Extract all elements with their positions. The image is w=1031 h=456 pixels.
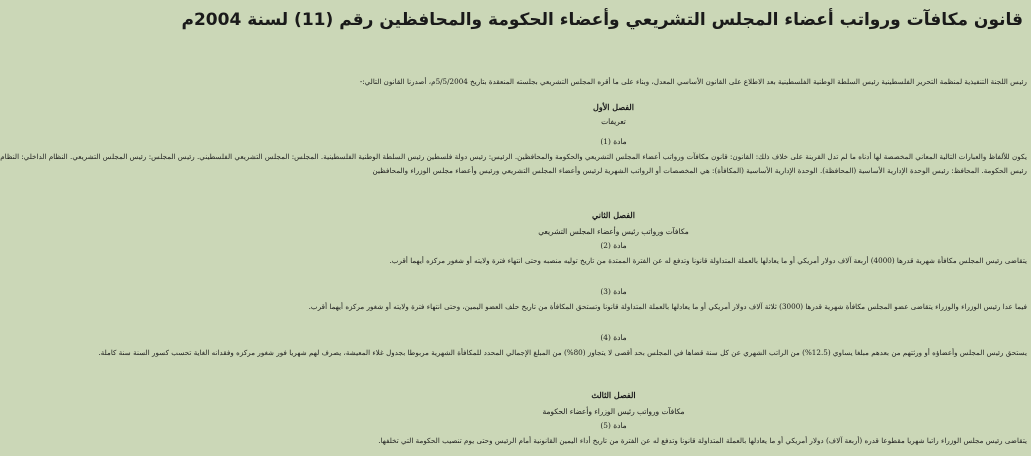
article1-text-line1: يكون للألفاظ والعبارات التالية المعاني المخصصة لها أدناه ما لم تدل القرينة على خلاف ذلك: القانون: قانون مكافآت ورواتب أعضاء المجلس التشريعي والحكومة والمحافظين. الرئيس: رئيس دولة فلسطين رئيس السلطة الوطنية الفلسطينية. المجلس: المجلس التشريعي الفلسطيني. رئيس المجلس: رئيس المجلس التشريعي. النظام الداخلي: النظام [0, 152, 1027, 161]
article1-label: مادة (1) [600, 137, 627, 146]
article1-text-line2: رئيس الحكومة. المحافظ: رئيس الوحدة الإدارية الأساسية (المحافظة). الوحدة الإدارية الأساسية (المكافأة): هي المخصصات أو الرواتب الشهرية لرئيس وأعضاء المجلس التشريعي ورئيس وأعضاء مجلس الوزراء والمحافظين [372, 166, 1027, 175]
article3-text: فيما عدا رئيس الوزراء والوزراء يتقاضى عضو المجلس مكافأة شهرية قدرها (3000) ثلاثة آلاف دولار أمريكي أو ما يعادلها بالعملة المتداولة قانونا وتستحق المكافأة من تاريخ حلف العضو اليمين، وحتى انتهاء فترة ولايته أو شغور مركزه أيهما أقرب. [308, 302, 1027, 311]
article5-label: مادة (5) [600, 421, 627, 430]
chapter1-subheading: تعريفات [601, 117, 626, 126]
preamble-text: رئيس اللجنة التنفيذية لمنظمة التحرير الفلسطينية رئيس السلطة الوطنية الفلسطينية بعد الاطلاع على القانون الأساسي المعدل، وبناء على ما أقره المجلس التشريعي بجلسته المنعقدة بتاريخ 5/5/2004م، أصدرنا القانون التالي:- [359, 77, 1027, 86]
article4-label: مادة (4) [600, 333, 627, 342]
article4-text: يستحق رئيس المجلس وأعضاؤه أو ورثتهم من بعدهم مبلغا يساوي (12.5%) من الراتب الشهري عن كل سنة قضاها في المجلس بحد أقصى لا يتجاوز (80%) من المبلغ الإجمالي المحدد للمكافأة الشهرية مربوطا بجدول غلاء المعيشة، يصرف لهم شهريا فور شغور مركزه وفقدانه الغاية تحسب كسور السنة سنة كاملة. [98, 348, 1027, 357]
chapter2-heading: الفصل الثاني [592, 210, 635, 220]
article2-text: يتقاضى رئيس المجلس مكافأة شهرية قدرها (4000) أربعة آلاف دولار أمريكي أو ما يعادلها بالعملة المتداولة قانونا وتدفع له عن الفترة الممتدة من تاريخ توليه منصبه وحتى انتهاء فترة ولايته أو شغور مركزه أيهما أقرب. [389, 256, 1027, 265]
page-title: قانون مكافآت ورواتب أعضاء المجلس التشريعي وأعضاء الحكومة والمحافظين رقم (11) لسنة 2004م [181, 10, 1023, 30]
article2-label: مادة (2) [600, 241, 627, 250]
chapter3-subheading: مكافآت ورواتب رئيس الوزراء وأعضاء الحكومة [542, 407, 685, 416]
chapter2-subheading: مكافآت ورواتب رئيس وأعضاء المجلس التشريعي [538, 227, 689, 236]
chapter1-heading: الفصل الأول [593, 102, 634, 112]
article5-text: يتقاضى رئيس مجلس الوزراء راتبا شهريا مقطوعا قدره (أربعة آلاف) دولار أمريكي أو ما يعادلها بالعملة المتداولة قانونا وتدفع له عن الفترة من تاريخ أداء اليمين القانونية أمام الرئيس وحتى يوم تنصيب الحكومة التي تخلفها. [378, 436, 1027, 445]
article3-label: مادة (3) [600, 287, 627, 296]
chapter3-heading: الفصل الثالث [591, 390, 636, 400]
